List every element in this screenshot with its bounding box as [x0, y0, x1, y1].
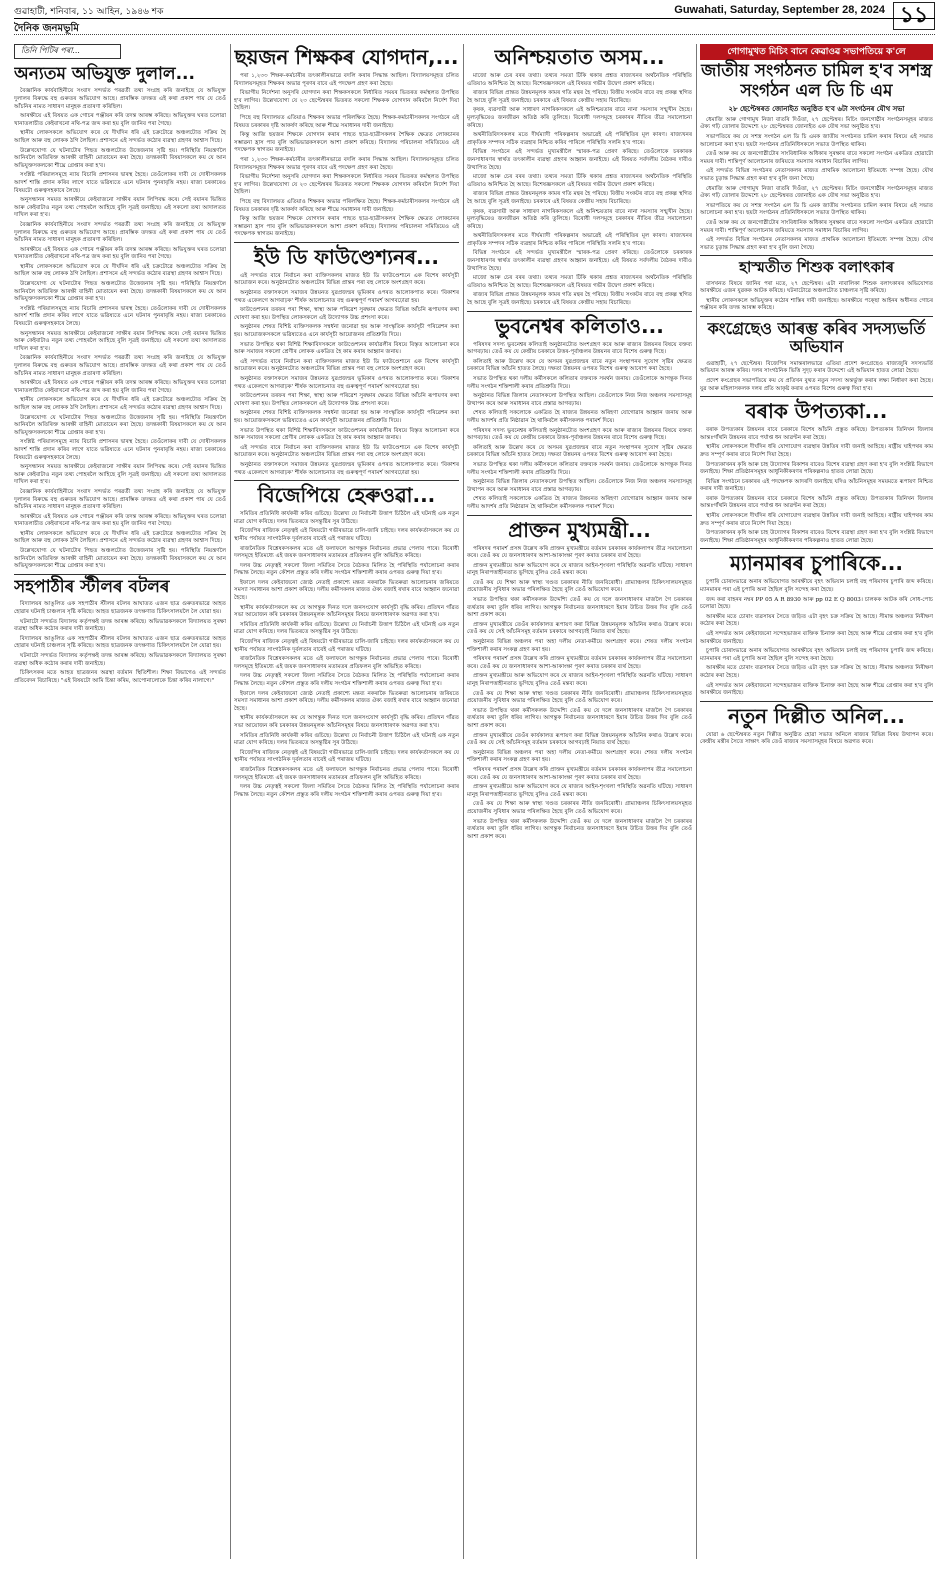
paragraph: বৈজ্ঞানিক কাৰ্যবাহিনীয়ে সংবাদ সন্দৰ্ভত পৰৱৰ্তী তথ্য সংগ্ৰহ কৰি জনাইছে যে অভিযুক্ত দুলালৰ বিৰুদ্ধে বহু গুৰুতৰ অভিযোগ আছে। প্ৰাৰম্ভিক তদন্তত এই কথা প্ৰকাশ পায় যে তেওঁ আঁচনিৰ নামত সাধাৰণ মানুহক প্ৰতাৰণা কৰিছিল। [14, 355, 226, 377]
column-rule [463, 44, 464, 1559]
divider [700, 396, 933, 397]
paragraph: সংশ্লিষ্ট পৰিয়ালসমূহে ন্যায় বিচাৰি প্ৰশাসনৰ দ্বাৰস্থ হৈছে। তেওঁলোকৰ দাবী যে দোষীসকলক আদৰ্শ শাস্তি প্ৰদান কৰিব লাগে যাতে ভৱিষ্যতে এনে ঘটনাৰ পুনৰাবৃত্তি নহয়। ৰাজ্য চৰকাৰেও বিষয়টো গুৰুত্বসহকাৰে লৈছে। [14, 439, 226, 461]
headline-steel-bottle: সহপাঠীৰ স্টীলৰ বটলৰ [14, 576, 170, 597]
paragraph: বিজেপিৰ ৰাজ্যিক নেতৃত্বই এই বিষয়টো গভীৰভাৱে চালি-জাৰি চাইছে। দলৰ কাৰ্যকৰ্তাসকলে কয় যে স্থানীয় পৰ্যায়ত সাংগঠনিক দুৰ্বলতাৰ বাবেই এই পৰাজয় ঘটিছে। [234, 749, 459, 764]
column-2 [234, 44, 459, 1559]
headline-six-teachers: ছয়জন শিক্ষকৰ যোগদান,... [234, 45, 459, 69]
paragraph: স্থানীয় লোকসকলে অভিযোগ কৰে যে দীৰ্ঘদিন ধৰি এই চক্ৰটোৱে অঞ্চলটোত সক্ৰিয় হৈ আছিল আৰু বহু লোকক ঠগি লৈছিল। প্ৰশাসনে এই সন্দৰ্ভত কঠোৰ ব্যৱস্থা গ্ৰহণৰ আশ্বাস দিছে। [14, 130, 226, 144]
headline-dulal: অন্যতম অভিযুক্ত দুলাল... [14, 63, 195, 84]
paragraph: ৰাজ্যৰ বিভিন্ন প্ৰান্তত উন্নয়নমূলক কামৰ গতি মন্থৰ হৈ পৰিছে। বিত্তীয় সংকটৰ বাবে বহু প্ৰকল্প স্থগিত হৈ আছে বুলি সূত্ৰই জনাইছে। চৰকাৰে এই বিষয়ত কেন্দ্ৰীয় সহায় বিচাৰিছে। [467, 292, 692, 307]
paragraph: অৰ্থনীতিবিদসকলৰ মতে দীৰ্ঘম্যাদী পৰিকল্পনাৰ অভাৱেই এই পৰিস্থিতিৰ মূল কাৰণ। ৰাজ্যখনৰ প্ৰাকৃতিক সম্পদৰ সঠিক ব্যৱহাৰ নিশ্চিত কৰিব পাৰিলে পৰিস্থিতি সলনি হ'ব পাৰে। [467, 233, 692, 247]
paragraph: বৈজ্ঞানিক কাৰ্যবাহিনীয়ে সংবাদ সন্দৰ্ভত পৰৱৰ্তী তথ্য সংগ্ৰহ কৰি জনাইছে যে অভিযুক্ত দুলালৰ বিৰুদ্ধে বহু গুৰুতৰ অভিযোগ আছে। প্ৰাৰম্ভিক তদন্তত এই কথা প্ৰকাশ পায় যে তেওঁ আঁচনিৰ নামত সাধাৰণ মানুহক প্ৰতাৰণা কৰিছিল। [14, 88, 226, 110]
paragraph: অনুসন্ধানৰ সময়ত আৰক্ষীয়ে কেইবাজনো সাক্ষীৰ বয়ান লিপিবদ্ধ কৰে। সেই বয়ানৰ ভিত্তিত আৰু কেইবাটাও নতুন তথ্য পোহৰলৈ আহিছে বুলি সূত্ৰই জনাইছে। এই সকলো তথ্য আদালতত দাখিল কৰা হ'ব। [14, 464, 226, 486]
paragraph: কৃষক, ব্যৱসায়ী আৰু সাধাৰণ নাগৰিকসকলে এই অনিশ্চয়তাৰ বাবে নানা সমস্যাৰ সন্মুখীন হৈছে। মূল্যবৃদ্ধিয়েও জনজীৱন অতিষ্ঠ কৰি তুলিছে। বিৰোধী দলসমূহে চৰকাৰৰ নীতিৰ তীব্ৰ সমালোচনা কৰিছে। [467, 107, 692, 129]
masthead-dotted-rule [14, 34, 935, 35]
paragraph: অৰ্থনীতিবিদসকলৰ মতে দীৰ্ঘম্যাদী পৰিকল্পনাৰ অভাৱেই এই পৰিস্থিতিৰ মূল কাৰণ। ৰাজ্যখনৰ প্ৰাকৃতিক সম্পদৰ সঠিক ব্যৱহাৰ নিশ্চিত কৰিব পাৰিলে পৰিস্থিতি সলনি হ'ব পাৰে। [467, 132, 692, 146]
paragraph: সমিতিৰ প্ৰতিনিধি কাৰ্যকৰী কৰিব গুচিছে। উল্লেখ্য যে নিৰ্বাচনী উত্তাপ চিঠিলৈ এই ঘটনাই এক নতুন মাত্ৰা যোগ কৰিছে। দলৰ ভিতৰতে অসন্তুষ্টিৰ সুৰ উঠিছে। [234, 621, 459, 636]
paragraph: সভাত উপস্থিত থকা বিশিষ্ট শিক্ষাবিদসকলে ফাউণ্ডেশ্যনৰ কাৰ্যাৱলীৰ বিষয়ে বিস্তৃত আলোচনা কৰে আৰু সমাজৰ সকলো শ্ৰেণীৰ লোকক একত্ৰিত হৈ কাম কৰাৰ আহ্বান জনায়। [234, 427, 459, 442]
paragraph: এই সন্দৰ্ভত বিভিন্ন সংগঠনৰ নেতাসকলৰ মাজত প্ৰাথমিক আলোচনা ইতিমধ্যে সম্পন্ন হৈছে। যৌথ সভাত চূড়ান্ত সিদ্ধান্ত গ্ৰহণ কৰা হ'ব বুলি জনা গৈছে। [700, 168, 933, 182]
paragraph: পৰা ১,২৩৩ শিক্ষক-কৰ্মচাৰীৰ তৎকালীনভাৱে বদলি কৰাৰ সিদ্ধান্ত আছিল। বিদ্যালয়সমূহত চলিত বিদ্যালয়সমূহত শিক্ষকৰ অভাৱ পূৰণৰ বাবে এই পদক্ষেপ গ্ৰহণ কৰা হৈছে। [234, 73, 459, 87]
article-bhubaneswar-kalita [467, 342, 692, 512]
paragraph: পৰিষদৰ পৰামৰ্শ প্ৰসঙ্গ উল্লেখ কৰি প্ৰাক্তন মুখ্যমন্ত্ৰীয়ে বৰ্তমান চৰকাৰৰ কাৰ্যকলাপৰ তীব্ৰ সমালোচনা কৰে। তেওঁ কয় যে জনসাধাৰণৰ আশা-আকাংক্ষা পূৰণ কৰাত চৰকাৰ ব্যৰ্থ হৈছে। [467, 766, 692, 781]
paragraph: সভাত উপস্থিত থকা কৰ্মীসকলক উদ্দেশ্যি তেওঁ কয় যে দলে জনসাধাৰণৰ মাজলৈ গৈ চৰকাৰৰ ব্যৰ্থতাৰ কথা তুলি ধৰিব লাগিব। আগন্তুক নিৰ্বাচনত জনসাধাৰণে ইয়াৰ উচিত উত্তৰ দিব বুলি তেওঁ আশা প্ৰকাশ কৰে। [467, 597, 692, 619]
paragraph: কলিতাই আৰু উল্লেখ কৰে যে অসমৰ যুৱপ্ৰজন্মৰ বাবে নতুন সংস্থাপনৰ সুযোগ সৃষ্টিৰ ক্ষেত্ৰত চৰকাৰে বিভিন্ন আঁচনি হাতত লৈছে। দক্ষতা উন্নয়নৰ ওপৰত বিশেষ গুৰুত্ব আৰোপ কৰা হৈছে। [467, 444, 692, 459]
paragraph: আৰক্ষীৰ মতে চোৰাং ব্যৱসায়ৰ সৈতে জড়িত এটা বৃহৎ চক্ৰ সক্ৰিয় হৈ আছে। সীমান্ত অঞ্চলত নিৰীক্ষণ কঠোৰ কৰা হৈছে। [700, 665, 933, 679]
paragraph: দলৰ উচ্চ নেতৃত্বই সকলো জিলা সমিতিৰ সৈতে বৈঠকত মিলিত হৈ পৰিস্থিতি পৰ্যালোচনা কৰাৰ সিদ্ধান্ত লৈছে। নতুন কৌশল প্ৰস্তুত কৰি দলীয় সংগঠন শক্তিশালী কৰাৰ ওপৰত গুৰুত্ব দিয়া হ'ব। [234, 784, 459, 798]
paragraph: ফাউণ্ডেশ্যনৰ তৰফৰ পৰা শিক্ষা, স্বাস্থ্য আৰু পৰিৱেশ সুৰক্ষাৰ ক্ষেত্ৰত বিভিন্ন আঁচনি ৰূপায়ণৰ কথা ঘোষণা কৰা হয়। উপস্থিত লোকসকলে এই উদ্যোগক উচ্চ প্ৰশংসা কৰে। [234, 393, 459, 407]
paragraph: পৰিষদৰ সদস্য ভুবনেশ্বৰ কলিতাই অনুষ্ঠানটোত অংশগ্ৰহণ কৰে আৰু ৰাজ্যৰ উন্নয়নৰ বিষয়ে বক্তব্য আগবঢ়ায়। তেওঁ কয় যে কেন্দ্ৰীয় চৰকাৰে উত্তৰ-পূৰ্বাঞ্চলৰ উন্নয়নৰ বাবে বিশেষ গুৰুত্ব দিছে। [467, 341, 692, 356]
paragraph: অনুষ্ঠানত বক্তাসকলে সমাজৰ উন্নয়নত যুৱপ্ৰজন্মৰ ভূমিকাৰ ওপৰত আলোকপাত কৰে। 'বিকাশৰ পথত একেলগে আগবাঢ়ক' শীৰ্ষক আলোচনাত বহু গুৰুত্বপূৰ্ণ পৰামৰ্শ আগবঢ়োৱা হয়। [234, 376, 459, 390]
column-3 [467, 44, 692, 1559]
paragraph: দলৰ উচ্চ নেতৃত্বই সকলো জিলা সমিতিৰ সৈতে বৈঠকত মিলিত হৈ পৰিস্থিতি পৰ্যালোচনা কৰাৰ সিদ্ধান্ত লৈছে। নতুন কৌশল প্ৰস্তুত কৰি দলীয় সংগঠন শক্তিশালী কৰাৰ ওপৰত গুৰুত্ব দিয়া হ'ব। [234, 562, 459, 577]
paragraph: ধেমাজি আৰু গোগামুখ নিজা বাতৰি দিওঁতা, ২৭ ছেপ্টেম্বৰ। মিচিং জনগোষ্ঠীৰ সংগঠনসমূহৰ মাজত ঐক্য গঢ়ি তোলাৰ উদ্দেশ্যে ২৮ ছেপ্টেম্বৰত জোনাইত এক যৌথ সভা অনুষ্ঠিত হ'ব। [700, 185, 933, 200]
paragraph: স্থানীয় লোকসকলে অভিযুক্তৰ কঠোৰ শাস্তিৰ দাবী জনাইছে। আৰক্ষীয়ে পক্ছো আইনৰ অধীনত গোচৰ পঞ্জীয়ন কৰি তদন্ত আৰম্ভ কৰিছে। [700, 297, 933, 312]
article-ud-foundation [234, 273, 459, 477]
column-1 [14, 44, 226, 1559]
paragraph: পিছে বহু বিদ্যালয়ত এতিয়াও শিক্ষকৰ অভাৱ পৰিলক্ষিত হৈছে। শিক্ষক-কৰ্মচাৰীসকলৰ সংগঠনে এই বিষয়ত চৰকাৰৰ দৃষ্টি আকৰ্ষণ কৰিছে আৰু শীঘ্ৰে সমাধানৰ দাবী জনাইছে। [234, 198, 459, 213]
paragraph: উল্লেখযোগ্য যে ঘটনাটোৰ পিছত অঞ্চলটোত উত্তেজনাৰ সৃষ্টি হয়। পৰিস্থিতি নিয়ন্ত্ৰণলৈ আনিবলৈ অতিৰিক্ত আৰক্ষী বাহিনী মোতায়েন কৰা হৈছে। তদন্তকাৰী বিষয়াসকলে কয় যে আন অভিযুক্তসকলকো শীঘ্ৰে গ্ৰেপ্তাৰ কৰা হ'ব। [14, 281, 226, 303]
headline-ud-foundation: ইউ ডি ফাউণ্ডেশ্যনৰ... [254, 244, 439, 269]
paragraph: যোৱা ৬ ছেপ্টেম্বৰত নতুন দিল্লীত অনুষ্ঠিত হোৱা সভাত অনিলে ৰাজ্যৰ বিভিন্ন বিষয় উত্থাপন কৰে। কেন্দ্ৰীয় মন্ত্ৰীৰ সৈতে সাক্ষাৎ কৰি তেওঁ ৰাজ্যৰ সমস্যাসমূহৰ বিষয়ে অৱগত কৰে। [700, 731, 933, 746]
paragraph: ইফালে দলৰ কেইবাজনো জ্যেষ্ঠ নেতাই প্ৰকাশ্যে মন্তব্য নকৰাকৈ ভিতৰুৱা আলোচনাৰ জৰিয়তে সমস্যা সমাধানৰ আশা প্ৰকাশ কৰিছে। দলীয় কৰ্মীসকলৰ মাজত ঐক্য বজাই ৰখাৰ বাবে আহ্বান জনোৱা হৈছে। [234, 690, 459, 712]
paragraph: ঘটনাটো সন্দৰ্ভত বিদ্যালয় কৰ্তৃপক্ষই তদন্ত আৰম্ভ কৰিছে। অভিভাৱকসকলে বিদ্যালয়ত সুৰক্ষা ব্যৱস্থা অধিক কঠোৰ কৰাৰ দাবী জনাইছে। [14, 618, 226, 633]
paragraph: বিভিন্ন সংগঠনে চৰকাৰৰ এই পদক্ষেপক আদৰণি জনাইছে যদিও আঁচনিসমূহৰ সময়মতে ৰূপায়ণ নিশ্চিত কৰাৰ দাবী জনাইছে। [700, 478, 933, 493]
divider [700, 701, 933, 702]
paragraph: পৰিষদৰ পৰামৰ্শ প্ৰসঙ্গ উল্লেখ কৰি প্ৰাক্তন মুখ্যমন্ত্ৰীয়ে বৰ্তমান চৰকাৰৰ কাৰ্যকলাপৰ তীব্ৰ সমালোচনা কৰে। তেওঁ কয় যে জনসাধাৰণৰ আশা-আকাংক্ষা পূৰণ কৰাত চৰকাৰ ব্যৰ্থ হৈছে। [467, 656, 692, 670]
paragraph: অনুসন্ধানৰ সময়ত আৰক্ষীয়ে কেইবাজনো সাক্ষীৰ বয়ান লিপিবদ্ধ কৰে। সেই বয়ানৰ ভিত্তিত আৰু কেইবাটাও নতুন তথ্য পোহৰলৈ আহিছে বুলি সূত্ৰই জনাইছে। এই সকলো তথ্য আদালতত দাখিল কৰা হ'ব। [14, 330, 226, 352]
divider [700, 316, 933, 317]
paragraph: বিভিন্ন সংগঠনে এই সন্দৰ্ভত মুখ্যমন্ত্ৰীলৈ স্মাৰক-পত্ৰ প্ৰেৰণ কৰিছে। তেওঁলোকে চৰকাৰক জনসাধাৰণৰ স্বাৰ্থত তৎকালীন ব্যৱস্থা গ্ৰহণৰ আহ্বান জনাইছে। এই বিষয়ত সৰ্বদলীয় বৈঠকৰ দাবীও উত্থাপিত হৈছে। [467, 149, 692, 171]
paragraph: সভাপতিয়ে কয় যে সশস্ত্ৰ সংগঠন এল ডি চি এমক জাতীয় সংগঠনত চামিল কৰাৰ বিষয়ে এই সভাত আলোচনা কৰা হ'ব। ছয়টা সংগঠনৰ প্ৰতিনিধিসকলে সভাত উপস্থিত থাকিব। [700, 202, 933, 217]
paragraph: এই সন্দৰ্ভত বাৰে নিৰ্বাচন কৰা ব্যক্তিসকলৰ মাজত ইউ ডি ফাউণ্ডেশ্যনে এক বিশেষ কাৰ্যসূচী আয়োজন কৰে। অনুষ্ঠানটোত অঞ্চলটোৰ বিভিন্ন প্ৰান্তৰ পৰা বহু লোকে অংশগ্ৰহণ কৰে। [234, 272, 459, 287]
paragraph: প্ৰাক্তন মুখ্যমন্ত্ৰীয়ে আৰু অভিযোগ কৰে যে ৰাজ্যৰ আইন-শৃংখলা পৰিস্থিতি অৱনতি ঘটিছে। সাধাৰণ মানুহ নিৰাপত্তাহীনতাত ভুগিছে বুলিও তেওঁ মন্তব্য কৰে। [467, 784, 692, 798]
article-steel-bottle [14, 601, 226, 685]
paragraph: ইফালে দলৰ কেইবাজনো জ্যেষ্ঠ নেতাই প্ৰকাশ্যে মন্তব্য নকৰাকৈ ভিতৰুৱা আলোচনাৰ জৰিয়তে সমস্যা সমাধানৰ আশা প্ৰকাশ কৰিছে। দলীয় কৰ্মীসকলৰ মাজত ঐক্য বজাই ৰখাৰ বাবে আহ্বান জনোৱা হৈছে। [234, 579, 459, 602]
paragraph: সভাত উপস্থিত থকা বিশিষ্ট শিক্ষাবিদসকলে ফাউণ্ডেশ্যনৰ কাৰ্যাৱলীৰ বিষয়ে বিস্তৃত আলোচনা কৰে আৰু সমাজৰ সকলো শ্ৰেণীৰ লোকক একত্ৰিত হৈ কাম কৰাৰ আহ্বান জনায়। [234, 341, 459, 356]
headline-uncertain-assam: অনিশ্চয়তাত অসম... [494, 45, 665, 69]
paragraph: অনুষ্ঠানত বিভিন্ন জিলাৰ নেতাসকলো উপস্থিত আছিল। তেওঁলোকে নিজ নিজ অঞ্চলৰ সমস্যাসমূহ উত্থাপন কৰে আৰু সমাধানৰ বাবে প্ৰস্তাৱ আগবঢ়ায়। [467, 479, 692, 493]
paragraph: তেওঁ কয় যে শিক্ষা আৰু স্বাস্থ্য খণ্ডত চৰকাৰৰ নীতি জনবিৰোধী। গ্ৰাম্যাঞ্চলৰ চিকিৎসালয়সমূহত প্ৰয়োজনীয় সুবিধাৰ অভাৱ পৰিলক্ষিত হৈছে বুলি তেওঁ অভিযোগ কৰে। [467, 801, 692, 815]
page-number: ১১ [893, 2, 935, 30]
paragraph: উপত্যকাখনৰ কৃষি আৰু চাহ উদ্যোগৰ বিকাশৰ বাবেও বিশেষ ব্যৱস্থা গ্ৰহণ কৰা হ'ব বুলি সংশ্লিষ্ট বিভাগে জনাইছে। শিক্ষা প্ৰতিষ্ঠানসমূহৰ আধুনিকীকৰণৰ পৰিকল্পনাও হাতত লোৱা হৈছে। [700, 530, 933, 544]
paragraph: আৰক্ষীয়ে এই বিষয়ত এক গোচৰ পঞ্জীয়ন কৰি তদন্ত আৰম্ভ কৰিছে। অভিযুক্তৰ ঘৰত চলোৱা খানাতলাচীত কেইবাখনো নথি-পত্ৰ জব্দ কৰা হয় বুলি জানিব পৰা গৈছে। [14, 246, 226, 261]
paragraph: স্থানীয় লোকসকলে অভিযোগ কৰে যে দীৰ্ঘদিন ধৰি এই চক্ৰটোৱে অঞ্চলটোত সক্ৰিয় হৈ আছিল আৰু বহু লোকক ঠগি লৈছিল। প্ৰশাসনে এই সন্দৰ্ভত কঠোৰ ব্যৱস্থা গ্ৰহণৰ আশ্বাস দিছে। [14, 397, 226, 411]
paragraph: স্থানীয় লোকসকলে দীৰ্ঘদিন ধৰি যোগাযোগ ব্যৱস্থাৰ উন্নতিৰ দাবী জনাই আহিছে। ৰাষ্ট্ৰীয় ঘাইপথৰ কাম দ্ৰুত সম্পূৰ্ণ কৰাৰ বাবে নিৰ্দেশ দিয়া হৈছে। [700, 444, 933, 458]
paragraph: পিছে বহু বিদ্যালয়ত এতিয়াও শিক্ষকৰ অভাৱ পৰিলক্ষিত হৈছে। শিক্ষক-কৰ্মচাৰীসকলৰ সংগঠনে এই বিষয়ত চৰকাৰৰ দৃষ্টি আকৰ্ষণ কৰিছে আৰু শীঘ্ৰে সমাধানৰ দাবী জনাইছে। [234, 114, 459, 129]
paragraph: আৰক্ষীৰ মতে চোৰাং ব্যৱসায়ৰ সৈতে জড়িত এটা বৃহৎ চক্ৰ সক্ৰিয় হৈ আছে। সীমান্ত অঞ্চলত নিৰীক্ষণ কঠোৰ কৰা হৈছে। [700, 613, 933, 628]
headline-ldcm: জাতীয় সংগঠনত চামিল হ'ব সশস্ত্ৰ সংগঠন এল ডি চি এম [701, 61, 932, 101]
paragraph: অনুষ্ঠানত বক্তাসকলে সমাজৰ উন্নয়নত যুৱপ্ৰজন্মৰ ভূমিকাৰ ওপৰত আলোকপাত কৰে। 'বিকাশৰ পথত একেলগে আগবাঢ়ক' শীৰ্ষক আলোচনাত বহু গুৰুত্বপূৰ্ণ পৰামৰ্শ আগবঢ়োৱা হয়। [234, 290, 459, 304]
paragraph: প্ৰাক্তন মুখ্যমন্ত্ৰীয়ে তেওঁৰ কাৰ্যকালত ৰূপায়ণ কৰা বিভিন্ন উন্নয়নমূলক আঁচনিৰ কথাও উল্লেখ কৰে। তেওঁ কয় যে সেই আঁচনিসমূহ বৰ্তমান চৰকাৰে আগবঢ়াই নিয়াত ব্যৰ্থ হৈছে। [467, 732, 692, 747]
paragraph: এই সন্দৰ্ভত বাৰে নিৰ্বাচন কৰা ব্যক্তিসকলৰ মাজত ইউ ডি ফাউণ্ডেশ্যনে এক বিশেষ কাৰ্যসূচী আয়োজন কৰে। অনুষ্ঠানটোত অঞ্চলটোৰ বিভিন্ন প্ৰান্তৰ পৰা বহু লোকে অংশগ্ৰহণ কৰে। [234, 444, 459, 459]
article-bjp-lost [234, 511, 459, 799]
paragraph: শেষত কলিতাই সকলোকে একত্ৰিত হৈ ৰাজ্যৰ উন্নয়নত অৰিহণা যোগোৱাৰ আহ্বান জনায় আৰু দলীয় আদৰ্শৰ প্ৰতি নিষ্ঠাৱান হৈ থাকিবলৈ কৰ্মীসকলক পৰামৰ্শ দিয়ে। [467, 410, 692, 424]
paragraph: বিভাগীয় নিৰ্দেশনা অনুসৰি যোগদান কৰা শিক্ষকসকলে নিৰ্ধাৰিত সময়ৰ ভিতৰত কৰ্মস্থলত উপস্থিত হ'ব লাগিব। উল্লেখযোগ্য যে ২৩ ছেপ্টেম্বৰৰ ভিতৰত সকলো শিক্ষকক যোগদান কৰিবলৈ নিৰ্দেশ দিয়া হৈছিল। [234, 90, 459, 112]
paragraph: অনুষ্ঠানত বিভিন্ন জিলাৰ নেতাসকলো উপস্থিত আছিল। তেওঁলোকে নিজ নিজ অঞ্চলৰ সমস্যাসমূহ উত্থাপন কৰে আৰু সমাধানৰ বাবে প্ৰস্তাৱ আগবঢ়ায়। [467, 393, 692, 407]
paragraph: প্ৰাক্তন মুখ্যমন্ত্ৰীয়ে আৰু অভিযোগ কৰে যে ৰাজ্যৰ আইন-শৃংখলা পৰিস্থিতি অৱনতি ঘটিছে। সাধাৰণ মানুহ নিৰাপত্তাহীনতাত ভুগিছে বুলিও তেওঁ মন্তব্য কৰে। [467, 673, 692, 687]
paragraph: অনুষ্ঠানত বিভিন্ন অঞ্চলৰ পৰা অহা দলীয় নেতা-কৰ্মীয়ে অংশগ্ৰহণ কৰে। শেষত দলীয় সংগঠন শক্তিশালী কৰাৰ সংকল্প গ্ৰহণ কৰা হয়। [467, 639, 692, 653]
paragraph: বিজেপিৰ ৰাজ্যিক নেতৃত্বই এই বিষয়টো গভীৰভাৱে চালি-জাৰি চাইছে। দলৰ কাৰ্যকৰ্তাসকলে কয় যে স্থানীয় পৰ্যায়ত সাংগঠনিক দুৰ্বলতাৰ বাবেই এই পৰাজয় ঘটিছে। [234, 528, 459, 542]
paragraph: মাজো আৰু চেৰ বৰৰ তথ্যা। তথ্যৰ সমতা টিকি থকাৰ প্ৰশ্নত ৰাজ্যখনৰ অৰ্থনৈতিক পৰিস্থিতি এতিয়াও অনিশ্চিত হৈ আছে। বিশেষজ্ঞসকলে এই বিষয়ত গভীৰ উদ্বেগ প্ৰকাশ কৰিছে। [467, 73, 692, 87]
paragraph: চিকিৎসকৰ মতে আহত ছাত্ৰজনৰ অৱস্থা বৰ্তমান স্থিতিশীল। শিক্ষা বিভাগেও এই সন্দৰ্ভত প্ৰতিবেদন বিচাৰিছে। "এই বিষয়টো আমি চিন্তা কৰিম, আপোনালোকে চিন্তা কৰিব নালাগে।" [14, 670, 226, 684]
paragraph: এই সন্দৰ্ভত আন কেইবাজনো সন্দেহভাজন ব্যক্তিক চিনাক্ত কৰা হৈছে আৰু শীঘ্ৰে গ্ৰেপ্তাৰ কৰা হ'ব বুলি আৰক্ষীয়ে জনাইছে। [700, 631, 933, 645]
paragraph: তেওঁ আৰু কয় যে জনগোষ্ঠীটোৰ সাংবিধানিক অধিকাৰ সুৰক্ষাৰ বাবে সকলো সংগঠন একত্ৰিত হোৱাটো সময়ৰ দাবী। শান্তিপূৰ্ণ আলোচনাৰ জৰিয়তে সমস্যাৰ সমাধান বিচাৰিব লাগিব। [700, 151, 933, 165]
headline-bhubaneswar-kalita: ভুবনেশ্বৰ কলিতাও... [495, 313, 664, 338]
paragraph: উপত্যকাখনৰ কৃষি আৰু চাহ উদ্যোগৰ বিকাশৰ বাবেও বিশেষ ব্যৱস্থা গ্ৰহণ কৰা হ'ব বুলি সংশ্লিষ্ট বিভাগে জনাইছে। শিক্ষা প্ৰতিষ্ঠানসমূহৰ আধুনিকীকৰণৰ পৰিকল্পনাও হাতত লোৱা হৈছে। [700, 461, 933, 476]
paragraph: সংশ্লিষ্ট পৰিয়ালসমূহে ন্যায় বিচাৰি প্ৰশাসনৰ দ্বাৰস্থ হৈছে। তেওঁলোকৰ দাবী যে দোষীসকলক আদৰ্শ শাস্তি প্ৰদান কৰিব লাগে যাতে ভৱিষ্যতে এনে ঘটনাৰ পুনৰাবৃত্তি নহয়। ৰাজ্য চৰকাৰেও বিষয়টো গুৰুত্বসহকাৰে লৈছে। [14, 172, 226, 194]
paragraph: তেওঁ কয় যে শিক্ষা আৰু স্বাস্থ্য খণ্ডত চৰকাৰৰ নীতি জনবিৰোধী। গ্ৰাম্যাঞ্চলৰ চিকিৎসালয়সমূহত প্ৰয়োজনীয় সুবিধাৰ অভাৱ পৰিলক্ষিত হৈছে বুলি তেওঁ অভিযোগ কৰে। [467, 579, 692, 594]
paragraph: ৰাজ্যৰ বিভিন্ন প্ৰান্তত উন্নয়নমূলক কামৰ গতি মন্থৰ হৈ পৰিছে। বিত্তীয় সংকটৰ বাবে বহু প্ৰকল্প স্থগিত হৈ আছে বুলি সূত্ৰই জনাইছে। চৰকাৰে এই বিষয়ত কেন্দ্ৰীয় সহায় বিচাৰিছে। [467, 90, 692, 104]
paragraph: ৰাজ্যৰ বিভিন্ন প্ৰান্তত উন্নয়নমূলক কামৰ গতি মন্থৰ হৈ পৰিছে। বিত্তীয় সংকটৰ বাবে বহু প্ৰকল্প স্থগিত হৈ আছে বুলি সূত্ৰই জনাইছে। চৰকাৰে এই বিষয়ত কেন্দ্ৰীয় সহায় বিচাৰিছে। [467, 191, 692, 205]
red-banner: গোগামুখত মিচিং বানে কেৱাওৱ সভাপতিয়ে ক'লে [700, 44, 933, 60]
paragraph: ফাউণ্ডেশ্যনৰ তৰফৰ পৰা শিক্ষা, স্বাস্থ্য আৰু পৰিৱেশ সুৰক্ষাৰ ক্ষেত্ৰত বিভিন্ন আঁচনি ৰূপায়ণৰ কথা ঘোষণা কৰা হয়। উপস্থিত লোকসকলে এই উদ্যোগক উচ্চ প্ৰশংসা কৰে। [234, 307, 459, 321]
continued-kicker: তিনি পিটিৰ পৰা... [14, 44, 121, 59]
paragraph: অনুষ্ঠানৰ শেষত বিশিষ্ট ব্যক্তিসকলক সম্বৰ্ধনা জনোৱা হয় আৰু সাংস্কৃতিক কাৰ্যসূচী পৰিৱেশন কৰা হয়। আয়োজকসকলে ভৱিষ্যতেও এনে কাৰ্যসূচী আয়োজনৰ প্ৰতিশ্ৰুতি দিয়ে। [234, 324, 459, 339]
column-rule [696, 44, 697, 1559]
paragraph: ৰাজনৈতিক বিশ্লেষকসকলৰ মতে এই ফলাফলে আগন্তুক নিৰ্বাচনত প্ৰভাৱ পেলাব পাৰে। বিৰোধী দলসমূহে ইতিমধ্যে এই জয়ক জনসাধাৰণৰ মতামতৰ প্ৰতিফলন বুলি অভিহিত কৰিছে। [234, 656, 459, 670]
paragraph: পৰিষদৰ সদস্য ভুবনেশ্বৰ কলিতাই অনুষ্ঠানটোত অংশগ্ৰহণ কৰে আৰু ৰাজ্যৰ উন্নয়নৰ বিষয়ে বক্তব্য আগবঢ়ায়। তেওঁ কয় যে কেন্দ্ৰীয় চৰকাৰে উত্তৰ-পূৰ্বাঞ্চলৰ উন্নয়নৰ বাবে বিশেষ গুৰুত্ব দিছে। [467, 427, 692, 442]
headline-former-cm: প্ৰাক্তন মুখ্যমন্ত্ৰী... [508, 517, 651, 542]
paragraph: শেষত কলিতাই সকলোকে একত্ৰিত হৈ ৰাজ্যৰ উন্নয়নত অৰিহণা যোগোৱাৰ আহ্বান জনায় আৰু দলীয় আদৰ্শৰ প্ৰতি নিষ্ঠাৱান হৈ থাকিবলৈ কৰ্মীসকলক পৰামৰ্শ দিয়ে। [467, 496, 692, 510]
dateline-assamese: গুৱাহাটী, শনিবাৰ, ১১ আহিন, ১৯৪৬ শক [14, 7, 164, 17]
paragraph: ৰাজনৈতিক বিশ্লেষকসকলৰ মতে এই ফলাফলে আগন্তুক নিৰ্বাচনত প্ৰভাৱ পেলাব পাৰে। বিৰোধী দলসমূহে ইতিমধ্যে এই জয়ক জনসাধাৰণৰ মতামতৰ প্ৰতিফলন বুলি অভিহিত কৰিছে। [234, 766, 459, 781]
divider [467, 311, 692, 312]
paragraph: এই সন্দৰ্ভত বাৰে নিৰ্বাচন কৰা ব্যক্তিসকলৰ মাজত ইউ ডি ফাউণ্ডেশ্যনে এক বিশেষ কাৰ্যসূচী আয়োজন কৰে। অনুষ্ঠানটোত অঞ্চলটোৰ বিভিন্ন প্ৰান্তৰ পৰা বহু লোকে অংশগ্ৰহণ কৰে। [234, 358, 459, 373]
paragraph: এই সন্দৰ্ভত আন কেইবাজনো সন্দেহভাজন ব্যক্তিক চিনাক্ত কৰা হৈছে আৰু শীঘ্ৰে গ্ৰেপ্তাৰ কৰা হ'ব বুলি আৰক্ষীয়ে জনাইছে। [700, 682, 933, 697]
paragraph: স্থানীয় কাৰ্যকৰ্তাসকলে কয় যে আগন্তুক দিনত দলে জনসংযোগ কাৰ্যসূচী বৃদ্ধি কৰিব। প্ৰতিখন গাঁৱত সভা আয়োজন কৰি চৰকাৰৰ উন্নয়নমূলক আঁচনিসমূহৰ বিষয়ে জনসাধাৰণক অৱগত কৰা হ'ব। [234, 604, 459, 619]
headline-anil-delhi: নতুন দিল্লীত অনিল... [728, 703, 905, 728]
paragraph: গুৱাহাটী, ২৭ ছেপ্টেম্বৰ। বিজেপিৰ সমান্তৰালভাৱে এতিয়া প্ৰদেশ কংগ্ৰেছেও ৰাজ্যজুৰি সদস্যভৰ্তি অভিযান আৰম্ভ কৰিব। দলৰ সাংগঠনিক ভিত্তি সুদৃঢ় কৰাৰ উদ্দেশ্যে এই অভিযান হাতত লোৱা হৈছে। [700, 360, 933, 375]
paragraph: স্থানীয় লোকসকলে অভিযোগ কৰে যে দীৰ্ঘদিন ধৰি এই চক্ৰটোৱে অঞ্চলটোত সক্ৰিয় হৈ আছিল আৰু বহু লোকক ঠগি লৈছিল। প্ৰশাসনে এই সন্দৰ্ভত কঠোৰ ব্যৱস্থা গ্ৰহণৰ আশ্বাস দিছে। [14, 530, 226, 545]
paragraph: উল্লেখযোগ্য যে ঘটনাটোৰ পিছত অঞ্চলটোত উত্তেজনাৰ সৃষ্টি হয়। পৰিস্থিতি নিয়ন্ত্ৰণলৈ আনিবলৈ অতিৰিক্ত আৰক্ষী বাহিনী মোতায়েন কৰা হৈছে। তদন্তকাৰী বিষয়াসকলে কয় যে আন অভিযুক্তসকলকো শীঘ্ৰে গ্ৰেপ্তাৰ কৰা হ'ব। [14, 548, 226, 570]
article-barak-valley [700, 427, 933, 545]
paragraph: কলিতাই আৰু উল্লেখ কৰে যে অসমৰ যুৱপ্ৰজন্মৰ বাবে নতুন সংস্থাপনৰ সুযোগ সৃষ্টিৰ ক্ষেত্ৰত চৰকাৰে বিভিন্ন আঁচনি হাতত লৈছে। দক্ষতা উন্নয়নৰ ওপৰত বিশেষ গুৰুত্ব আৰোপ কৰা হৈছে। [467, 358, 692, 373]
divider [467, 515, 692, 516]
paragraph: উল্লেখযোগ্য যে ঘটনাটোৰ পিছত অঞ্চলটোত উত্তেজনাৰ সৃষ্টি হয়। পৰিস্থিতি নিয়ন্ত্ৰণলৈ আনিবলৈ অতিৰিক্ত আৰক্ষী বাহিনী মোতায়েন কৰা হৈছে। তদন্তকাৰী বিষয়াসকলে কয় যে আন অভিযুক্তসকলকো শীঘ্ৰে গ্ৰেপ্তাৰ কৰা হ'ব। [14, 414, 226, 436]
article-ldcm [700, 117, 933, 253]
article-myanmar-areca [700, 579, 933, 697]
paragraph: কিন্তু আজি ছয়জন শিক্ষকে যোগদান কৰাৰ পাছত ছাত্ৰ-ছাত্ৰীসকলৰ শৈক্ষিক ক্ষেত্ৰত লোকচানৰ সম্ভাৱনা হ্ৰাস পাব বুলি অভিভাৱকসকলে আশা প্ৰকাশ কৰিছে। বিদ্যালয় পৰিচালনা সমিতিয়েও এই পদক্ষেপক স্বাগতম জনাইছে। [234, 132, 459, 154]
article-former-cm [467, 546, 692, 842]
paragraph: সভাত উপস্থিত থকা কৰ্মীসকলক উদ্দেশ্যি তেওঁ কয় যে দলে জনসাধাৰণৰ মাজলৈ গৈ চৰকাৰৰ ব্যৰ্থতাৰ কথা তুলি ধৰিব লাগিব। আগন্তুক নিৰ্বাচনত জনসাধাৰণে ইয়াৰ উচিত উত্তৰ দিব বুলি তেওঁ আশা প্ৰকাশ কৰে। [467, 707, 692, 729]
paragraph: সভাত উপস্থিত থকা দলীয় কৰ্মীসকলে কলিতাৰ বক্তব্যক সমৰ্থন জনায়। তেওঁলোকে আগন্তুক দিনত দলীয় সংগঠন শক্তিশালী কৰাৰ প্ৰতিশ্ৰুতি দিয়ে। [467, 376, 692, 390]
paragraph: সমিতিৰ প্ৰতিনিধি কাৰ্যকৰী কৰিব গুচিছে। উল্লেখ্য যে নিৰ্বাচনী উত্তাপ চিঠিলৈ এই ঘটনাই এক নতুন মাত্ৰা যোগ কৰিছে। দলৰ ভিতৰতে অসন্তুষ্টিৰ সুৰ উঠিছে। [234, 511, 459, 525]
paragraph: পৰা ১,২৩৩ শিক্ষক-কৰ্মচাৰীৰ তৎকালীনভাৱে বদলি কৰাৰ সিদ্ধান্ত আছিল। বিদ্যালয়সমূহত চলিত বিদ্যালয়সমূহত শিক্ষকৰ অভাৱ পূৰণৰ বাবে এই পদক্ষেপ গ্ৰহণ কৰা হৈছে। [234, 156, 459, 171]
article-anil-delhi [700, 732, 933, 747]
paragraph: ঘটনাটো সন্দৰ্ভত বিদ্যালয় কৰ্তৃপক্ষই তদন্ত আৰম্ভ কৰিছে। অভিভাৱকসকলে বিদ্যালয়ত সুৰক্ষা ব্যৱস্থা অধিক কঠোৰ কৰাৰ দাবী জনাইছে। [14, 652, 226, 667]
paragraph: সংশ্লিষ্ট পৰিয়ালসমূহে ন্যায় বিচাৰি প্ৰশাসনৰ দ্বাৰস্থ হৈছে। তেওঁলোকৰ দাবী যে দোষীসকলক আদৰ্শ শাস্তি প্ৰদান কৰিব লাগে যাতে ভৱিষ্যতে এনে ঘটনাৰ পুনৰাবৃত্তি নহয়। ৰাজ্য চৰকাৰেও বিষয়টো গুৰুত্বসহকাৰে লৈছে। [14, 305, 226, 328]
masthead [0, 0, 945, 42]
paragraph: ধেমাজি আৰু গোগামুখ নিজা বাতৰি দিওঁতা, ২৭ ছেপ্টেম্বৰ। মিচিং জনগোষ্ঠীৰ সংগঠনসমূহৰ মাজত ঐক্য গঢ়ি তোলাৰ উদ্দেশ্যে ২৮ ছেপ্টেম্বৰত জোনাইত এক যৌথ সভা অনুষ্ঠিত হ'ব। [700, 116, 933, 131]
paragraph: বৰাক উপত্যকাৰ উন্নয়নৰ বাবে চৰকাৰে বিশেষ আঁচনি প্ৰস্তুত কৰিছে। উপত্যকাৰ তিনিখন জিলাৰ আন্তঃগাঁথনি উন্নয়নৰ বাবে পৰ্যাপ্ত ধন আৱণ্টন কৰা হৈছে। [700, 427, 933, 441]
paragraph: চুপাৰি চোৰাংভাৱে অনাৰ অভিযোগত আৰক্ষীয়ে বৃহৎ অভিযান চলাই বহু পৰিমাণৰ চুপাৰি জব্দ কৰিছে। ম্যানমাৰৰ পৰা এই চুপাৰি অনা হৈছিল বুলি সন্দেহ কৰা হৈছে। [700, 579, 933, 594]
paragraph: সভাত উপস্থিত থকা কৰ্মীসকলক উদ্দেশ্যি তেওঁ কয় যে দলে জনসাধাৰণৰ মাজলৈ গৈ চৰকাৰৰ ব্যৰ্থতাৰ কথা তুলি ধৰিব লাগিব। আগন্তুক নিৰ্বাচনত জনসাধাৰণে ইয়াৰ উচিত উত্তৰ দিব বুলি তেওঁ আশা প্ৰকাশ কৰে। [467, 818, 692, 840]
headline-bjp-lost: বিজেপিয়ে হেৰুওৱা... [257, 483, 436, 508]
paragraph: জব্দ কৰা বাহনৰ নম্বৰ PP 05 A R 8930 আৰু pp 02 E Q 8003। চালকক আটক কৰি সোধ-পোচ চলোৱা হৈছে। [700, 596, 933, 611]
paragraph: তেওঁ কয় যে শিক্ষা আৰু স্বাস্থ্য খণ্ডত চৰকাৰৰ নীতি জনবিৰোধী। গ্ৰাম্যাঞ্চলৰ চিকিৎসালয়সমূহত প্ৰয়োজনীয় সুবিধাৰ অভাৱ পৰিলক্ষিত হৈছে বুলি তেওঁ অভিযোগ কৰে। [467, 690, 692, 705]
paragraph: পৰিষদৰ পৰামৰ্শ প্ৰসঙ্গ উল্লেখ কৰি প্ৰাক্তন মুখ্যমন্ত্ৰীয়ে বৰ্তমান চৰকাৰৰ কাৰ্যকলাপৰ তীব্ৰ সমালোচনা কৰে। তেওঁ কয় যে জনসাধাৰণৰ আশা-আকাংক্ষা পূৰণ কৰাত চৰকাৰ ব্যৰ্থ হৈছে। [467, 545, 692, 560]
paragraph: অনুষ্ঠানত বক্তাসকলে সমাজৰ উন্নয়নত যুৱপ্ৰজন্মৰ ভূমিকাৰ ওপৰত আলোকপাত কৰে। 'বিকাশৰ পথত একেলগে আগবাঢ়ক' শীৰ্ষক আলোচনাত বহু গুৰুত্বপূৰ্ণ পৰামৰ্শ আগবঢ়োৱা হয়। [234, 461, 459, 476]
paragraph: বিভিন্ন সংগঠনে এই সন্দৰ্ভত মুখ্যমন্ত্ৰীলৈ স্মাৰক-পত্ৰ প্ৰেৰণ কৰিছে। তেওঁলোকে চৰকাৰক জনসাধাৰণৰ স্বাৰ্থত তৎকালীন ব্যৱস্থা গ্ৰহণৰ আহ্বান জনাইছে। এই বিষয়ত সৰ্বদলীয় বৈঠকৰ দাবীও উত্থাপিত হৈছে। [467, 250, 692, 272]
headline-barak-valley: বৰাক উপত্যকা... [745, 399, 888, 424]
paragraph: কিন্তু আজি ছয়জন শিক্ষকে যোগদান কৰাৰ পাছত ছাত্ৰ-ছাত্ৰীসকলৰ শৈক্ষিক ক্ষেত্ৰত লোকচানৰ সম্ভাৱনা হ্ৰাস পাব বুলি অভিভাৱকসকলে আশা প্ৰকাশ কৰিছে। বিদ্যালয় পৰিচালনা সমিতিয়েও এই পদক্ষেপক স্বাগতম জনাইছে। [234, 216, 459, 238]
divider [234, 242, 459, 243]
paragraph: সভাপতিয়ে কয় যে সশস্ত্ৰ সংগঠন এল ডি চি এমক জাতীয় সংগঠনত চামিল কৰাৰ বিষয়ে এই সভাত আলোচনা কৰা হ'ব। ছয়টা সংগঠনৰ প্ৰতিনিধিসকলে সভাত উপস্থিত থাকিব। [700, 134, 933, 148]
paragraph: বিভাগীয় নিৰ্দেশনা অনুসৰি যোগদান কৰা শিক্ষকসকলে নিৰ্ধাৰিত সময়ৰ ভিতৰত কৰ্মস্থলত উপস্থিত হ'ব লাগিব। উল্লেখযোগ্য যে ২৩ ছেপ্টেম্বৰৰ ভিতৰত সকলো শিক্ষকক যোগদান কৰিবলৈ নিৰ্দেশ দিয়া হৈছিল। [234, 174, 459, 196]
masthead-rule [14, 18, 935, 19]
paragraph: আৰক্ষীয়ে এই বিষয়ত এক গোচৰ পঞ্জীয়ন কৰি তদন্ত আৰম্ভ কৰিছে। অভিযুক্তৰ ঘৰত চলোৱা খানাতলাচীত কেইবাখনো নথি-পত্ৰ জব্দ কৰা হয় বুলি জানিব পৰা গৈছে। [14, 380, 226, 394]
subheadline-ldcm: ২৮ ছেপ্টেম্বৰত জোনাইত অনুষ্ঠিত হ'ব ৬টা সংগঠনৰ যৌথ সভা [728, 105, 905, 114]
divider [234, 480, 459, 481]
dateline-english: Guwahati, Saturday, September 28, 2024 [674, 4, 885, 16]
paragraph: বিদ্যালয়ৰ আঙুলিত এক সহপাঠীৰ স্টীলৰ বটলৰ আঘাতত এজন ছাত্ৰ গুৰুতৰভাৱে আহত হোৱাৰ ঘটনাই চাঞ্চল্যৰ সৃষ্টি কৰিছে। আহত ছাত্ৰজনক তৎক্ষণাত চিকিৎসালয়লৈ লৈ যোৱা হয়। [14, 601, 226, 615]
paragraph: বিজেপিৰ ৰাজ্যিক নেতৃত্বই এই বিষয়টো গভীৰভাৱে চালি-জাৰি চাইছে। দলৰ কাৰ্যকৰ্তাসকলে কয় যে স্থানীয় পৰ্যায়ত সাংগঠনিক দুৰ্বলতাৰ বাবেই এই পৰাজয় ঘটিছে। [234, 639, 459, 653]
divider [14, 574, 226, 575]
paragraph: মাজো আৰু চেৰ বৰৰ তথ্যা। তথ্যৰ সমতা টিকি থকাৰ প্ৰশ্নত ৰাজ্যখনৰ অৰ্থনৈতিক পৰিস্থিতি এতিয়াও অনিশ্চিত হৈ আছে। বিশেষজ্ঞসকলে এই বিষয়ত গভীৰ উদ্বেগ প্ৰকাশ কৰিছে। [467, 275, 692, 289]
column-rule [230, 44, 231, 1559]
paragraph: তেওঁ আৰু কয় যে জনগোষ্ঠীটোৰ সাংবিধানিক অধিকাৰ সুৰক্ষাৰ বাবে সকলো সংগঠন একত্ৰিত হোৱাটো সময়ৰ দাবী। শান্তিপূৰ্ণ আলোচনাৰ জৰিয়তে সমস্যাৰ সমাধান বিচাৰিব লাগিব। [700, 219, 933, 234]
paragraph: উল্লেখযোগ্য যে ঘটনাটোৰ পিছত অঞ্চলটোত উত্তেজনাৰ সৃষ্টি হয়। পৰিস্থিতি নিয়ন্ত্ৰণলৈ আনিবলৈ অতিৰিক্ত আৰক্ষী বাহিনী মোতায়েন কৰা হৈছে। তদন্তকাৰী বিষয়াসকলে কয় যে আন অভিযুক্তসকলকো শীঘ্ৰে গ্ৰেপ্তাৰ কৰা হ'ব। [14, 147, 226, 169]
paragraph: স্থানীয় কাৰ্যকৰ্তাসকলে কয় যে আগন্তুক দিনত দলে জনসংযোগ কাৰ্যসূচী বৃদ্ধি কৰিব। প্ৰতিখন গাঁৱত সভা আয়োজন কৰি চৰকাৰৰ উন্নয়নমূলক আঁচনিসমূহৰ বিষয়ে জনসাধাৰণক অৱগত কৰা হ'ব। [234, 715, 459, 729]
paragraph: স্থানীয় লোকসকলে দীৰ্ঘদিন ধৰি যোগাযোগ ব্যৱস্থাৰ উন্নতিৰ দাবী জনাই আহিছে। ৰাষ্ট্ৰীয় ঘাইপথৰ কাম দ্ৰুত সম্পূৰ্ণ কৰাৰ বাবে নিৰ্দেশ দিয়া হৈছে। [700, 513, 933, 527]
divider [700, 255, 933, 256]
paragraph: অনুষ্ঠানৰ শেষত বিশিষ্ট ব্যক্তিসকলক সম্বৰ্ধনা জনোৱা হয় আৰু সাংস্কৃতিক কাৰ্যসূচী পৰিৱেশন কৰা হয়। আয়োজকসকলে ভৱিষ্যতেও এনে কাৰ্যসূচী আয়োজনৰ প্ৰতিশ্ৰুতি দিয়ে। [234, 410, 459, 424]
column-4 [700, 44, 933, 1559]
article-six-teachers [234, 73, 459, 239]
paragraph: আৰক্ষীয়ে এই বিষয়ত এক গোচৰ পঞ্জীয়ন কৰি তদন্ত আৰম্ভ কৰিছে। অভিযুক্তৰ ঘৰত চলোৱা খানাতলাচীত কেইবাখনো নথি-পত্ৰ জব্দ কৰা হয় বুলি জানিব পৰা গৈছে। [14, 513, 226, 528]
paragraph: বিদ্যালয়ৰ আঙুলিত এক সহপাঠীৰ স্টীলৰ বটলৰ আঘাতত এজন ছাত্ৰ গুৰুতৰভাৱে আহত হোৱাৰ ঘটনাই চাঞ্চল্যৰ সৃষ্টি কৰিছে। আহত ছাত্ৰজনক তৎক্ষণাত চিকিৎসালয়লৈ লৈ যোৱা হয়। [14, 635, 226, 650]
paragraph: এই সন্দৰ্ভত বিভিন্ন সংগঠনৰ নেতাসকলৰ মাজত প্ৰাথমিক আলোচনা ইতিমধ্যে সম্পন্ন হৈছে। যৌথ সভাত চূড়ান্ত সিদ্ধান্ত গ্ৰহণ কৰা হ'ব বুলি জনা গৈছে। [700, 237, 933, 251]
article-dulal [14, 88, 226, 570]
headline-myanmar-areca: ম্যানমাৰৰ চুপাৰিকে... [729, 551, 903, 576]
article-child-assault [700, 281, 933, 313]
paragraph: চুপাৰি চোৰাংভাৱে অনাৰ অভিযোগত আৰক্ষীয়ে বৃহৎ অভিযান চলাই বহু পৰিমাণৰ চুপাৰি জব্দ কৰিছে। ম্যানমাৰৰ পৰা এই চুপাৰি অনা হৈছিল বুলি সন্দেহ কৰা হৈছে। [700, 648, 933, 662]
headline-child-assault: হাস্মতীত শিশুক বলাৎকাৰ [739, 258, 894, 277]
paragraph: প্ৰাক্তন মুখ্যমন্ত্ৰীয়ে আৰু অভিযোগ কৰে যে ৰাজ্যৰ আইন-শৃংখলা পৰিস্থিতি অৱনতি ঘটিছে। সাধাৰণ মানুহ নিৰাপত্তাহীনতাত ভুগিছে বুলিও তেওঁ মন্তব্য কৰে। [467, 562, 692, 577]
paragraph: বাসখনত বিষয়ে জানিব পৰা মতে, ২৭ ছেপ্টেম্বৰ। এটা নাবালিকা শিশুক বলাৎকাৰৰ অভিযোগত আৰক্ষীয়ে এজন যুৱকক আটক কৰিছে। ঘটনাটোৱে অঞ্চলটোত চাঞ্চল্যৰ সৃষ্টি কৰিছে। [700, 280, 933, 295]
article-congress-drive [700, 361, 933, 393]
paragraph: সভাত উপস্থিত থকা দলীয় কৰ্মীসকলে কলিতাৰ বক্তব্যক সমৰ্থন জনায়। তেওঁলোকে আগন্তুক দিনত দলীয় সংগঠন শক্তিশালী কৰাৰ প্ৰতিশ্ৰুতি দিয়ে। [467, 461, 692, 476]
paragraph: বৰাক উপত্যকাৰ উন্নয়নৰ বাবে চৰকাৰে বিশেষ আঁচনি প্ৰস্তুত কৰিছে। উপত্যকাৰ তিনিখন জিলাৰ আন্তঃগাঁথনি উন্নয়নৰ বাবে পৰ্যাপ্ত ধন আৱণ্টন কৰা হৈছে। [700, 495, 933, 510]
paragraph: দলৰ উচ্চ নেতৃত্বই সকলো জিলা সমিতিৰ সৈতে বৈঠকত মিলিত হৈ পৰিস্থিতি পৰ্যালোচনা কৰাৰ সিদ্ধান্ত লৈছে। নতুন কৌশল প্ৰস্তুত কৰি দলীয় সংগঠন শক্তিশালী কৰাৰ ওপৰত গুৰুত্ব দিয়া হ'ব। [234, 673, 459, 687]
paragraph: আৰক্ষীয়ে এই বিষয়ত এক গোচৰ পঞ্জীয়ন কৰি তদন্ত আৰম্ভ কৰিছে। অভিযুক্তৰ ঘৰত চলোৱা খানাতলাচীত কেইবাখনো নথি-পত্ৰ জব্দ কৰা হয় বুলি জানিব পৰা গৈছে। [14, 113, 226, 127]
headline-congress-drive: কংগ্ৰেছেও আৰম্ভ কৰিব সদস্যভৰ্তি অভিযান [707, 318, 926, 357]
paragraph: বৈজ্ঞানিক কাৰ্যবাহিনীয়ে সংবাদ সন্দৰ্ভত পৰৱৰ্তী তথ্য সংগ্ৰহ কৰি জনাইছে যে অভিযুক্ত দুলালৰ বিৰুদ্ধে বহু গুৰুতৰ অভিযোগ আছে। প্ৰাৰম্ভিক তদন্তত এই কথা প্ৰকাশ পায় যে তেওঁ আঁচনিৰ নামত সাধাৰণ মানুহক প্ৰতাৰণা কৰিছিল। [14, 488, 226, 511]
paragraph: সমিতিৰ প্ৰতিনিধি কাৰ্যকৰী কৰিব গুচিছে। উল্লেখ্য যে নিৰ্বাচনী উত্তাপ চিঠিলৈ এই ঘটনাই এক নতুন মাত্ৰা যোগ কৰিছে। দলৰ ভিতৰতে অসন্তুষ্টিৰ সুৰ উঠিছে। [234, 732, 459, 747]
paragraph: ৰাজনৈতিক বিশ্লেষকসকলৰ মতে এই ফলাফলে আগন্তুক নিৰ্বাচনত প্ৰভাৱ পেলাব পাৰে। বিৰোধী দলসমূহে ইতিমধ্যে এই জয়ক জনসাধাৰণৰ মতামতৰ প্ৰতিফলন বুলি অভিহিত কৰিছে। [234, 545, 459, 560]
paragraph: কৃষক, ব্যৱসায়ী আৰু সাধাৰণ নাগৰিকসকলে এই অনিশ্চয়তাৰ বাবে নানা সমস্যাৰ সন্মুখীন হৈছে। মূল্যবৃদ্ধিয়েও জনজীৱন অতিষ্ঠ কৰি তুলিছে। বিৰোধী দলসমূহে চৰকাৰৰ নীতিৰ তীব্ৰ সমালোচনা কৰিছে। [467, 208, 692, 230]
paragraph: প্ৰদেশ কংগ্ৰেছৰ সভাপতিয়ে কয় যে প্ৰতিখন বুথত নতুন সদস্য অন্তৰ্ভুক্ত কৰাৰ লক্ষ্য নিৰ্ধাৰণ কৰা হৈছে। যুৱ আৰু মহিলাসকলক দলৰ প্ৰতি আকৃষ্ট কৰাৰ ওপৰত বিশেষ গুৰুত্ব দিয়া হ'ব। [700, 377, 933, 392]
article-uncertain-assam [467, 73, 692, 308]
paragraph: বৈজ্ঞানিক কাৰ্যবাহিনীয়ে সংবাদ সন্দৰ্ভত পৰৱৰ্তী তথ্য সংগ্ৰহ কৰি জনাইছে যে অভিযুক্ত দুলালৰ বিৰুদ্ধে বহু গুৰুতৰ অভিযোগ আছে। প্ৰাৰম্ভিক তদন্তত এই কথা প্ৰকাশ পায় যে তেওঁ আঁচনিৰ নামত সাধাৰণ মানুহক প্ৰতাৰণা কৰিছিল। [14, 221, 226, 244]
newspaper-brand: দৈনিক জনমভূমি [14, 23, 79, 34]
paragraph: অনুষ্ঠানত বিভিন্ন অঞ্চলৰ পৰা অহা দলীয় নেতা-কৰ্মীয়ে অংশগ্ৰহণ কৰে। শেষত দলীয় সংগঠন শক্তিশালী কৰাৰ সংকল্প গ্ৰহণ কৰা হয়। [467, 749, 692, 764]
paragraph: প্ৰাক্তন মুখ্যমন্ত্ৰীয়ে তেওঁৰ কাৰ্যকালত ৰূপায়ণ কৰা বিভিন্ন উন্নয়নমূলক আঁচনিৰ কথাও উল্লেখ কৰে। তেওঁ কয় যে সেই আঁচনিসমূহ বৰ্তমান চৰকাৰে আগবঢ়াই নিয়াত ব্যৰ্থ হৈছে। [467, 621, 692, 636]
paragraph: স্থানীয় লোকসকলে অভিযোগ কৰে যে দীৰ্ঘদিন ধৰি এই চক্ৰটোৱে অঞ্চলটোত সক্ৰিয় হৈ আছিল আৰু বহু লোকক ঠগি লৈছিল। প্ৰশাসনে এই সন্দৰ্ভত কঠোৰ ব্যৱস্থা গ্ৰহণৰ আশ্বাস দিছে। [14, 263, 226, 278]
divider [700, 548, 933, 549]
paragraph: অনুসন্ধানৰ সময়ত আৰক্ষীয়ে কেইবাজনো সাক্ষীৰ বয়ান লিপিবদ্ধ কৰে। সেই বয়ানৰ ভিত্তিত আৰু কেইবাটাও নতুন তথ্য পোহৰলৈ আহিছে বুলি সূত্ৰই জনাইছে। এই সকলো তথ্য আদালতত দাখিল কৰা হ'ব। [14, 197, 226, 219]
paragraph: মাজো আৰু চেৰ বৰৰ তথ্যা। তথ্যৰ সমতা টিকি থকাৰ প্ৰশ্নত ৰাজ্যখনৰ অৰ্থনৈতিক পৰিস্থিতি এতিয়াও অনিশ্চিত হৈ আছে। বিশেষজ্ঞসকলে এই বিষয়ত গভীৰ উদ্বেগ প্ৰকাশ কৰিছে। [467, 174, 692, 188]
